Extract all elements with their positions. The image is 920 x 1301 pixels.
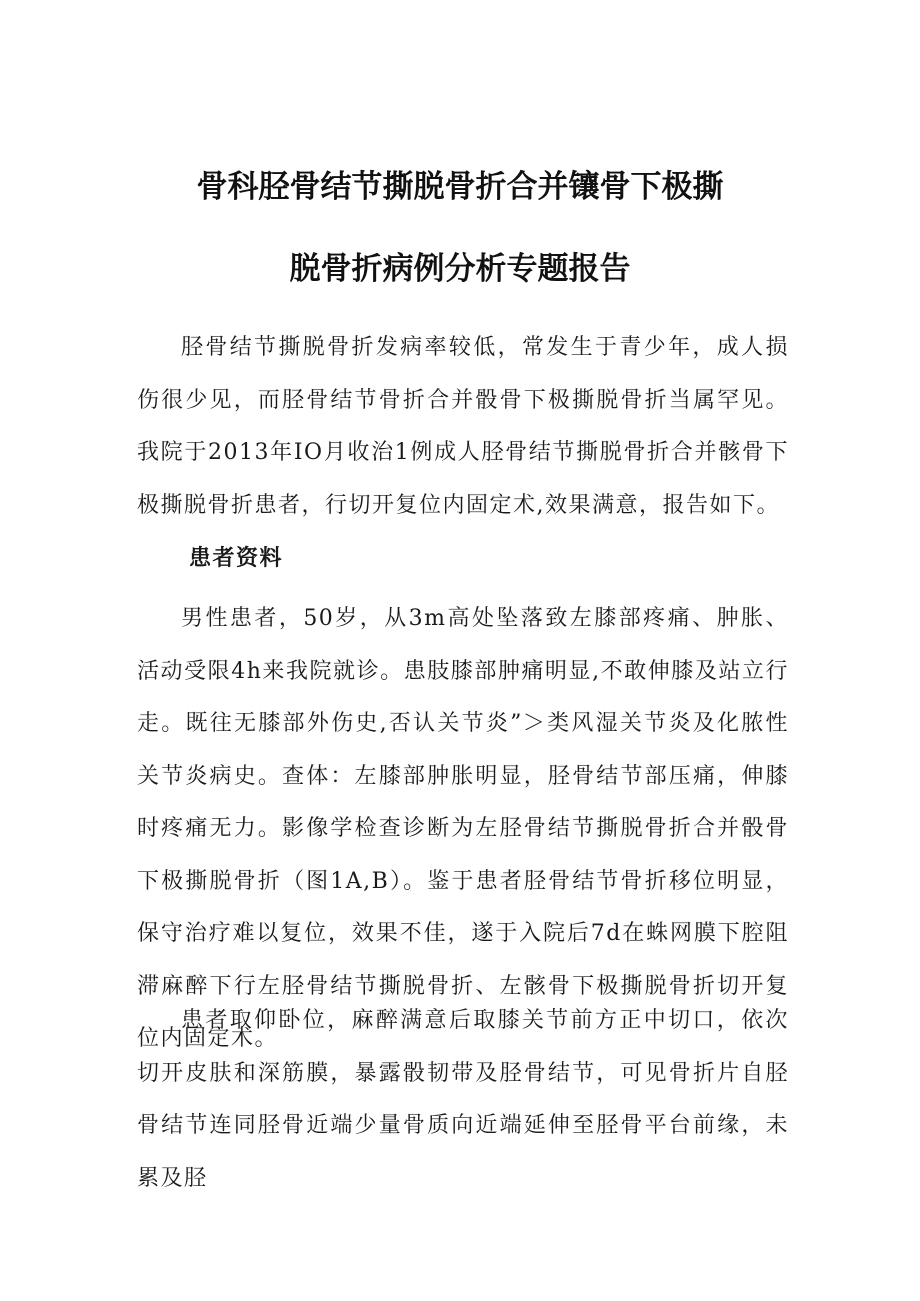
section-heading-patient-data: 患者资料 [189,546,284,571]
document-title-line-2: 脱骨折病例分析专题报告 [289,251,631,287]
document-title-line-1: 骨科胫骨结节撕脱骨折合并镶骨下极撕 [196,169,724,205]
case-paragraph: 男性患者，50岁，从3m高处坠落致左膝部疼痛、肿胀、活动受限4h来我院就诊。患肢膝部肿痛明显,不敢伸膝及站立行走。既往无膝部外伤史,否认关节炎”＞类风湿关节炎及化脓性关节炎病史。查体：左膝部肿胀明显，胫骨结节部压痛，伸膝时疼痛无力。影像学检查诊断为左胫骨结节撕脱骨折合并骰骨下极撕脱骨折（图1A,B）。鉴于患者胫骨结节骨折移位明显，保守治疗难以复位，效果不佳，遂于入院后7d在蛛网膜下腔阻滞麻醉下行左胫骨结节撕脱骨折、左骸骨下极撕脱骨折切开复位内固定术。 [137,606,789,1051]
surgery-paragraph: 患者取仰卧位，麻醉满意后取膝关节前方正中切口，依次切开皮肤和深筋膜，暴露骰韧带及胫骨结节，可见骨折片自胫骨结节连同胫骨近端少量骨质向近端延伸至胫骨平台前缘，未累及胫 [137,1008,789,1191]
intro-paragraph: 胫骨结节撕脱骨折发病率较低，常发生于青少年，成人损伤很少见，而胫骨结节骨折合并骰骨下极撕脱骨折当属罕见。我院于2013年IO月收治1例成人胫骨结节撕脱骨折合并骸骨下极撕脱骨折患者，行切开复位内固定术,效果满意，报告如下。 [137,335,789,518]
